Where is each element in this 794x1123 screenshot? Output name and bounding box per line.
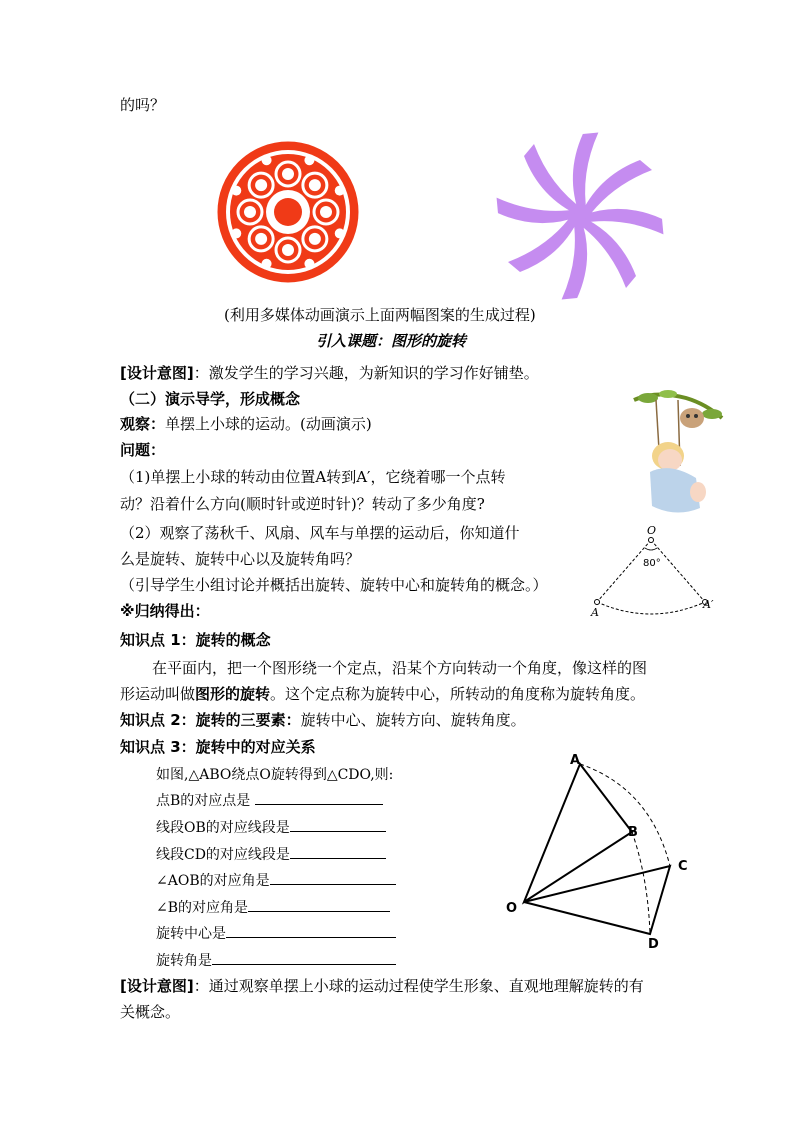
kp2-heading: 知识点 2：旋转的三要素： bbox=[120, 711, 301, 729]
triangle-label-c: C bbox=[678, 859, 688, 874]
design-intent-2-line1 bbox=[120, 976, 644, 996]
kp1-body-line1: 在平面内，把一个图形绕一个定点，沿某个方向转动一个角度，像这样的图 bbox=[152, 659, 648, 677]
kp1-text-post: 。这个定点称为旋转中心，所转动的角度称为旋转角度。 bbox=[270, 685, 646, 703]
pendulum-label-o: O bbox=[647, 524, 657, 537]
kp2-text: 旋转中心、旋转方向、旋转角度。 bbox=[300, 711, 526, 729]
top-line: 的吗？ bbox=[120, 96, 166, 114]
triangle-label-a: A bbox=[570, 753, 581, 768]
pendulum-label-a: A bbox=[591, 606, 599, 619]
answer-blank[interactable] bbox=[290, 817, 386, 832]
kp3-item bbox=[156, 790, 383, 810]
kp3-item bbox=[156, 923, 396, 943]
kp3-item-label: 线段CD的对应线段是 bbox=[156, 847, 290, 863]
q1-line1: （1)单摆上小球的转动由位置A转到A′，它绕着哪一个点转 bbox=[120, 468, 506, 486]
design-intent-text: ：激发学生的学习兴趣，为新知识的学习作好铺垫。 bbox=[193, 364, 539, 382]
triangle-label-b: B bbox=[628, 825, 638, 840]
swing-girl-illustration bbox=[626, 388, 726, 520]
kp3-item-label: 旋转角是 bbox=[156, 953, 212, 969]
kp3-heading: 知识点 3：旋转中的对应关系 bbox=[120, 738, 316, 756]
kp3-intro: 如图,△ABO绕点O旋转得到△CDO,则: bbox=[156, 767, 394, 783]
questions-label: 问题： bbox=[120, 441, 166, 459]
q2-line1: （2）观察了荡秋千、风扇、风车与单摆的运动后，你知道什 bbox=[120, 524, 520, 542]
kp3-item bbox=[156, 844, 386, 864]
paper-cut-image bbox=[216, 140, 360, 284]
rotation-diagram bbox=[500, 748, 700, 954]
triangle-label-o: O bbox=[506, 901, 518, 916]
kp2-line bbox=[120, 710, 526, 730]
answer-blank[interactable] bbox=[212, 950, 396, 965]
answer-blank[interactable] bbox=[226, 923, 396, 938]
kp1-text-pre: 形运动叫做 bbox=[120, 685, 196, 703]
kp1-heading: 知识点 1：旋转的概念 bbox=[120, 631, 271, 649]
kp3-item-label: ∠B的对应角是 bbox=[156, 900, 249, 916]
design-intent-2-label: [设计意图] bbox=[120, 977, 194, 995]
guide-line: （引导学生小组讨论并概括出旋转、旋转中心和旋转角的概念。） bbox=[120, 576, 548, 594]
design-intent-2-text: ：通过观察单摆上小球的运动过程使学生形象、直观地理解旋转的有 bbox=[193, 977, 644, 995]
summary-heading: ※归纳得出： bbox=[120, 602, 210, 620]
observe-text: 单摆上小球的运动。(动画演示) bbox=[165, 415, 372, 433]
kp1-text-bold: 图形的旋转 bbox=[195, 685, 271, 703]
answer-blank[interactable] bbox=[255, 790, 383, 805]
kp3-item-label: ∠AOB的对应角是 bbox=[156, 873, 270, 889]
q2-line2: 么是旋转、旋转中心以及旋转角吗？ bbox=[120, 550, 361, 568]
kp3-item-label: 旋转中心是 bbox=[156, 926, 226, 942]
design-intent-1 bbox=[120, 363, 539, 383]
answer-blank[interactable] bbox=[248, 897, 390, 912]
answer-blank[interactable] bbox=[270, 870, 396, 885]
triangle-label-d: D bbox=[648, 937, 659, 952]
section2-heading: （二）演示导学，形成概念 bbox=[120, 390, 301, 408]
kp3-item bbox=[156, 870, 396, 890]
answer-blank[interactable] bbox=[290, 844, 386, 859]
pendulum-label-angle: 80° bbox=[643, 558, 661, 569]
design-intent-2-line2: 关概念。 bbox=[120, 1003, 181, 1021]
kp3-item bbox=[156, 950, 396, 970]
pendulum-diagram bbox=[585, 522, 725, 622]
observe-line bbox=[120, 414, 372, 434]
kp3-item-label: 点B的对应点是 bbox=[156, 793, 251, 809]
q1-line2: 动？沿着什么方向(顺时针或逆时针)？转动了多少角度? bbox=[120, 495, 485, 513]
kp3-item-label: 线段OB的对应线段是 bbox=[156, 820, 290, 836]
observe-label: 观察： bbox=[120, 415, 166, 433]
pendulum-label-a-prime: A′ bbox=[703, 598, 714, 611]
design-intent-label: [设计意图] bbox=[120, 364, 194, 382]
caption: (利用多媒体动画演示上面两幅图案的生成过程) bbox=[224, 306, 536, 324]
kp3-item bbox=[156, 817, 386, 837]
lesson-title: 引入课题：图形的旋转 bbox=[316, 332, 467, 350]
pinwheel-image bbox=[500, 140, 660, 292]
kp3-item bbox=[156, 897, 390, 917]
kp1-body-line2 bbox=[120, 684, 645, 704]
